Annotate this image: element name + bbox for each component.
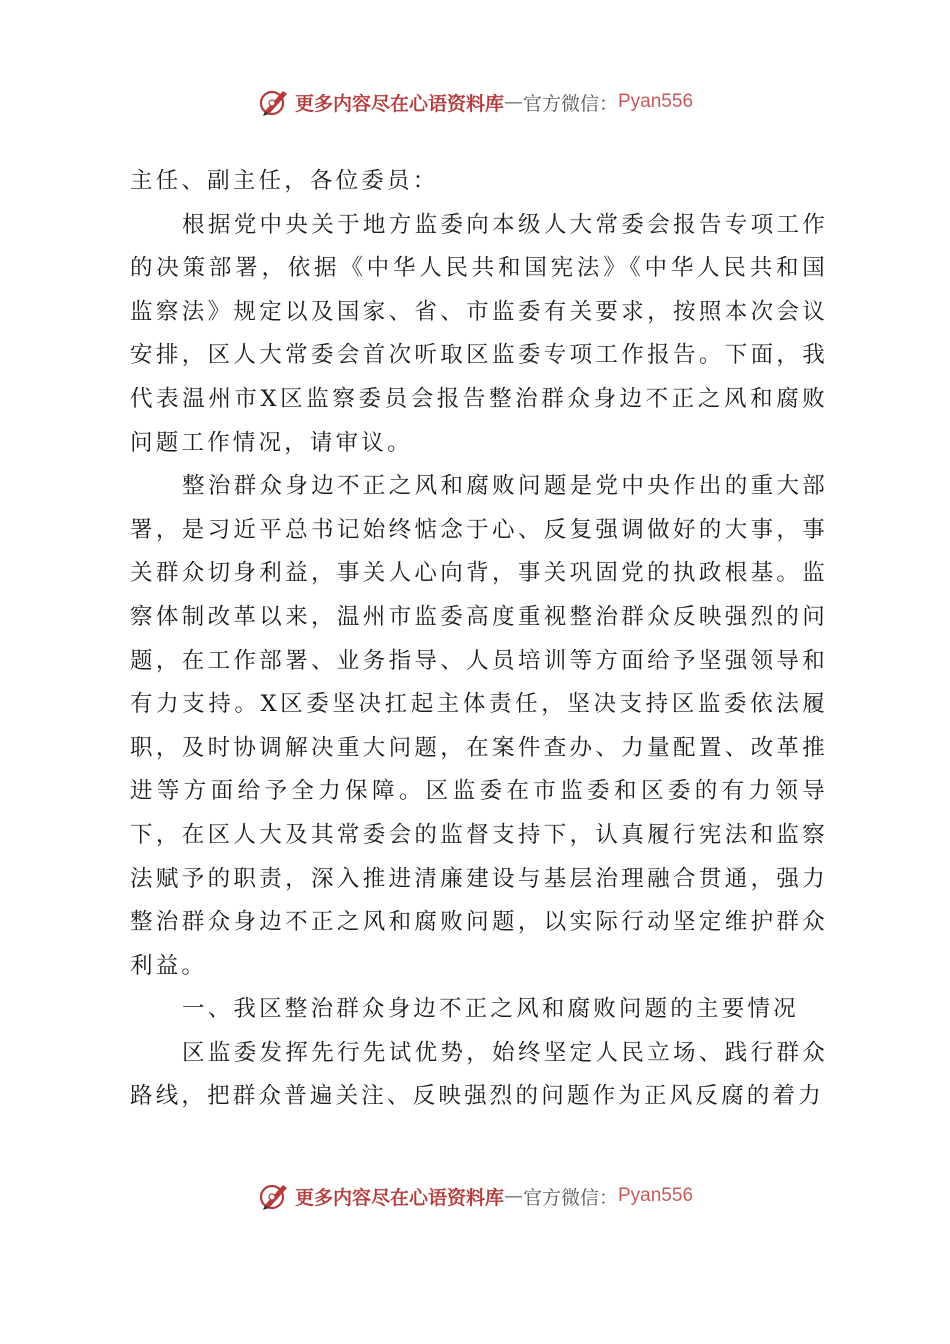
watermark-footer [0, 1176, 950, 1216]
watermark-dash: — [503, 1185, 523, 1207]
watermark-text: 更多内容尽在心语资料库 [294, 92, 504, 115]
watermark-wechat-id: Pyan556 [618, 91, 694, 112]
paragraph-background: 整治群众身边不正之风和腐败问题是党中央作出的重大部署，是习近平总书记始终惦念于心、反复强调做好的大事，事关群众切身利益，事关人心向背，事关巩固党的执政根基。监察体制改革以来，温州市监委高度重视整治群众反映强烈的问题，在工作部署、业务指导、人员培训等方面给予坚强领导和有力支持。X区委坚决扛起主体责任，坚决支持区监委依法履职，及时协调解决重大问题，在案件查办、力量配置、改革推进等方面给予全力保障。区监委在市监委和区委的有力领导下，在区人大及其常委会的监督支持下，认真履行宪法和监察法赋予的职责，深入推进清廉建设与基层治理融合贯通，强力整治群众身边不正之风和腐败问题，以实际行动坚定维护群众利益。 [130, 473, 828, 979]
pen-logo-icon [257, 85, 291, 119]
watermark-dash: — [503, 91, 523, 113]
watermark-wechat-label: 官方微信： [522, 1186, 618, 1209]
watermark-wechat-id: Pyan556 [618, 1185, 694, 1206]
watermark-text: 更多内容尽在心语资料库 [294, 1186, 504, 1209]
watermark-header [0, 82, 950, 122]
paragraph-intro: 根据党中央关于地方监委向本级人大常委会报告专项工作的决策部署，依据《中华人民共和国宪法》《中华人民共和国监察法》规定以及国家、省、市监委有关要求，按照本次会议安排，区人大常委会首次听取区监委专项工作报告。下面，我代表温州市X区监察委员会报告整治群众身边不正之风和腐败问题工作情况，请审议。 [130, 211, 828, 456]
salutation: 主任、副主任，各位委员： [130, 168, 439, 194]
section-heading: 一、我区整治群众身边不正之风和腐败问题的主要情况 [182, 996, 799, 1023]
pen-logo-icon [257, 1179, 291, 1213]
watermark-wechat-label: 官方微信： [522, 92, 618, 115]
paragraph-section-one: 区监委发挥先行先试优势，始终坚定人民立场、践行群众路线，把群众普遍关注、反映强烈的问题作为正风反腐的着力 [130, 1039, 828, 1110]
document-body [130, 160, 828, 1119]
